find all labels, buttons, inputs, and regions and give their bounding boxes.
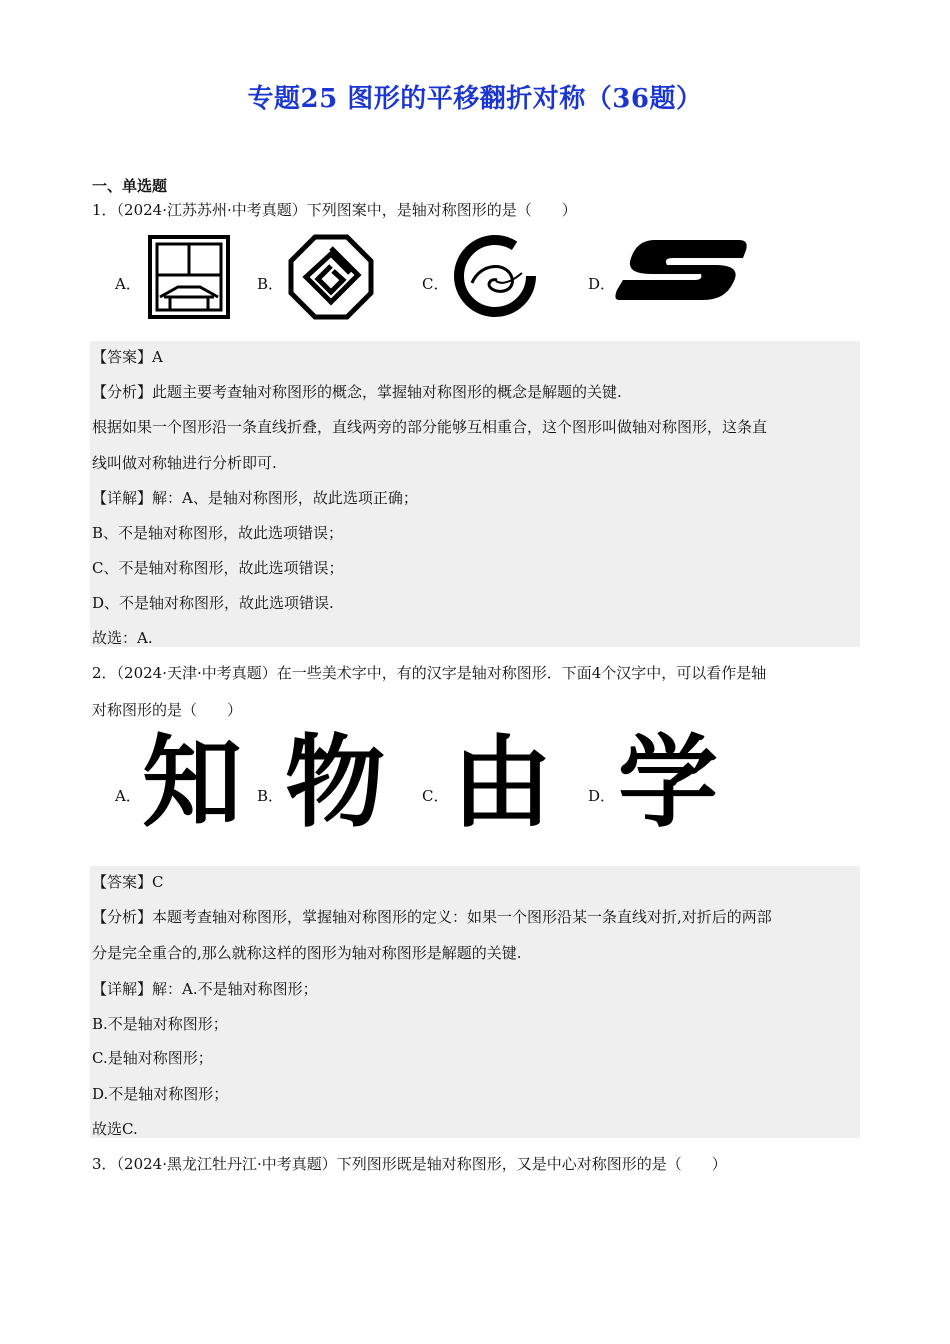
q1-option-d-figure — [615, 238, 749, 302]
q1-detail-line-1: 【详解】解：A、是轴对称图形，故此选项正确； — [92, 489, 418, 507]
q2-detail-line-4: D.不是轴对称图形； — [92, 1085, 229, 1103]
q1-conclusion: 故选：A. — [92, 629, 153, 647]
question-2-stem-line-1: 2．（2024·天津·中考真题）在一些美术字中，有的汉字是轴对称图形．下面4个汉字中，可以看作是轴 — [92, 664, 767, 682]
q2-detail-line-2: B.不是轴对称图形； — [92, 1015, 228, 1033]
question-2-stem-line-2: 对称图形的是（ ） — [92, 701, 243, 719]
q1-option-a-label: A． — [115, 275, 141, 293]
q1-detail-line-4: D、不是轴对称图形，故此选项错误. — [92, 594, 334, 612]
q1-option-c-label: C． — [422, 275, 449, 293]
q2-option-c-label: C． — [422, 787, 449, 805]
q1-detail-line-2: B、不是轴对称图形，故此选项错误； — [92, 524, 344, 542]
q1-analysis-line-2: 根据如果一个图形沿一条直线折叠，直线两旁的部分能够互相重合，这个图形叫做轴对称图形，这条直 — [92, 418, 768, 436]
q1-analysis-line-1: 【分析】此题主要考查轴对称图形的概念，掌握轴对称图形的概念是解题的关键. — [92, 383, 622, 401]
q2-option-d-character: 学 — [618, 724, 718, 841]
q1-option-a-figure — [148, 235, 230, 319]
q2-option-b-label: B． — [257, 787, 284, 805]
q2-option-b-character: 物 — [285, 724, 385, 841]
q2-option-c-character: 由 — [452, 724, 552, 841]
q2-analysis-line-1: 【分析】本题考查轴对称图形，掌握轴对称图形的定义：如果一个图形沿某一条直线对折,对折后的两部 — [92, 908, 772, 926]
q1-option-d-label: D． — [588, 275, 616, 293]
q2-analysis-line-2: 分是完全重合的,那么就称这样的图形为轴对称图形是解题的关键. — [92, 944, 522, 962]
q2-conclusion: 故选C. — [92, 1120, 138, 1138]
q2-option-d-label: D． — [588, 787, 616, 805]
q1-option-c-figure — [452, 233, 538, 319]
q1-answer: 【答案】A — [92, 348, 163, 366]
page-title: 专题25 图形的平移翻折对称（36题） — [247, 84, 703, 114]
section-heading: 一、单选题 — [92, 177, 168, 195]
question-3-stem: 3．（2024·黑龙江牡丹江·中考真题）下列图形既是轴对称图形，又是中心对称图形的是（ ） — [92, 1155, 727, 1173]
q1-analysis-line-3: 线叫做对称轴进行分析即可. — [92, 454, 277, 472]
q2-answer: 【答案】C — [92, 873, 164, 891]
q2-detail-line-3: C.是轴对称图形； — [92, 1049, 213, 1067]
q2-detail-line-1: 【详解】解：A.不是轴对称图形； — [92, 980, 318, 998]
q1-option-b-label: B． — [257, 275, 284, 293]
q2-option-a-label: A． — [115, 787, 141, 805]
q2-option-a-character: 知 — [142, 724, 242, 841]
question-1-stem: 1．（2024·江苏苏州·中考真题）下列图案中，是轴对称图形的是（ ） — [92, 201, 577, 219]
q1-option-b-figure — [288, 234, 374, 320]
q1-detail-line-3: C、不是轴对称图形，故此选项错误； — [92, 559, 344, 577]
